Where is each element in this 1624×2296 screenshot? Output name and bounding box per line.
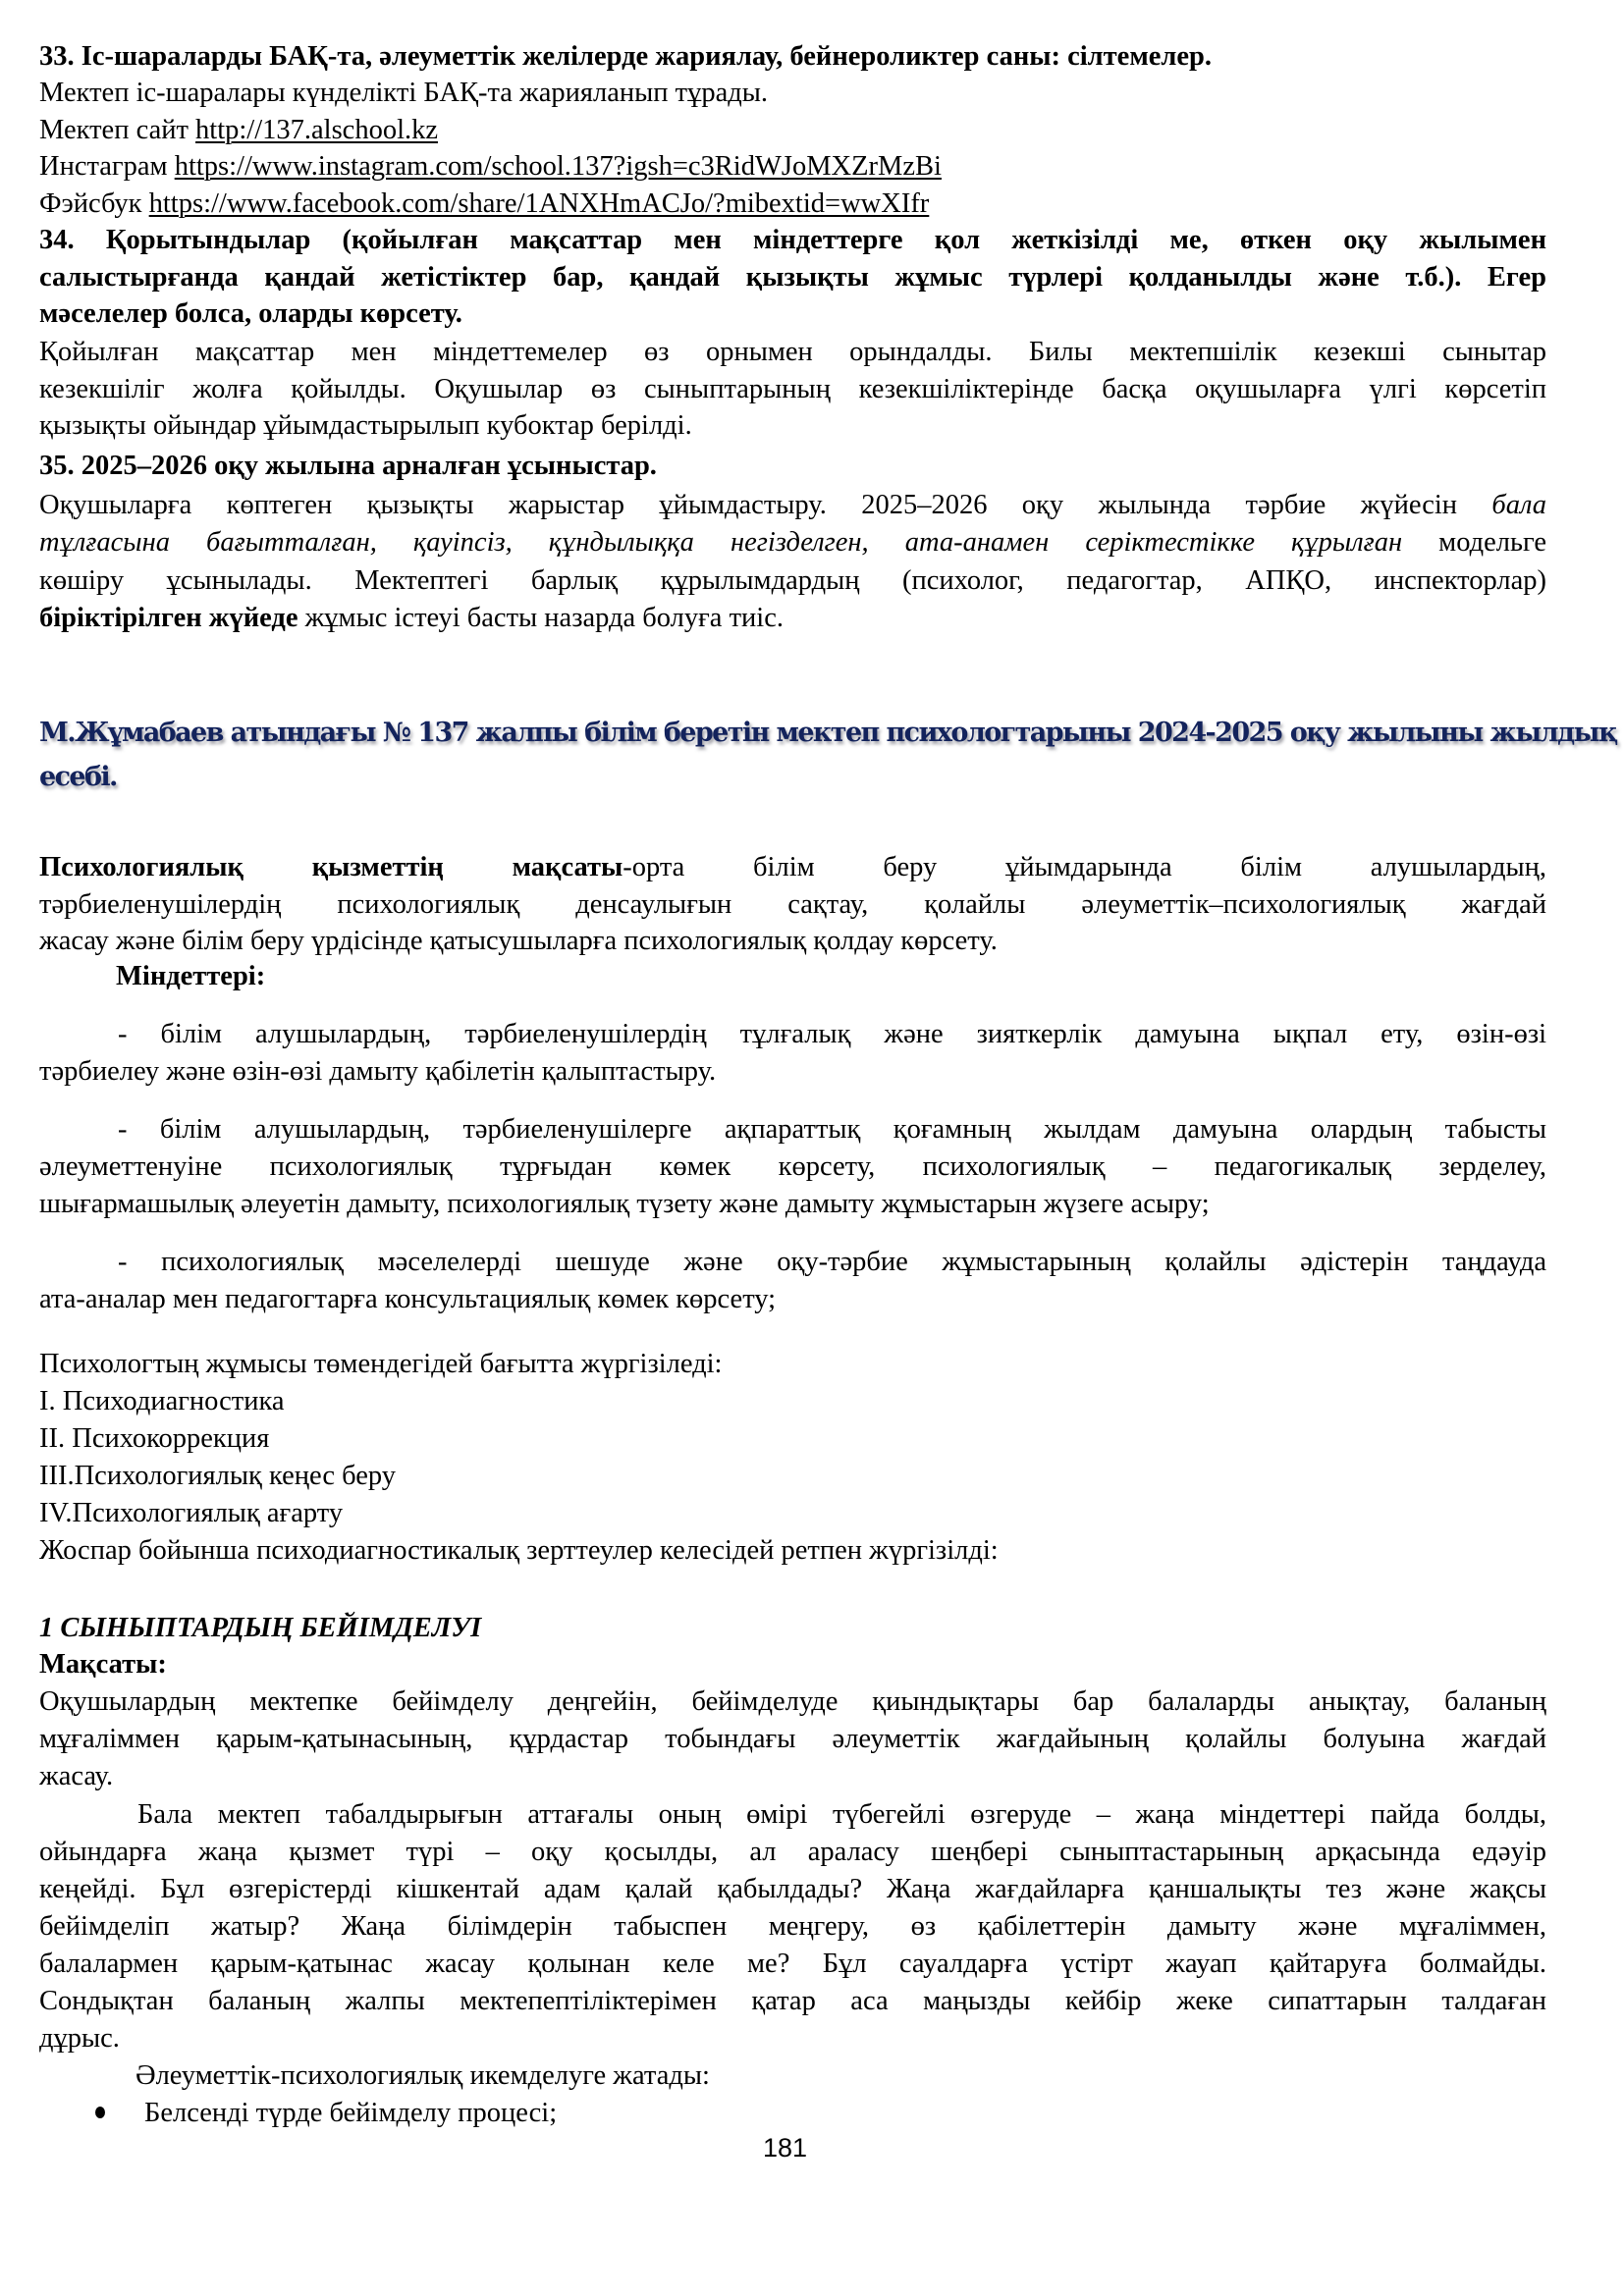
- bold-text: біріктірілген жүйеде: [39, 603, 298, 633]
- paragraph-line: дұрыс.: [39, 2023, 120, 2054]
- task-line: әлеуметтенуіне психологиялық тұрғыдан көмек көрсету, психологиялық – педагогикалық зерделеу,: [39, 1151, 1546, 1182]
- paragraph-line: Бала мектеп табалдырығын аттағалы оның өмірі түбегейлі өзгеруде – жаңа міндеттері пайда болды,: [137, 1799, 1546, 1830]
- facebook-link[interactable]: https://www.facebook.com/share/1ANXHmACJo/?mibextid=wwXIfr: [148, 188, 930, 219]
- bullet-item: Белсенді түрде бейімделу процесі;: [144, 2098, 558, 2128]
- page-number: 181: [763, 2133, 808, 2163]
- task-line: шығармашылық әлеуетін дамыту, психологиялық түзету және дамыту жұмыстарын жүзеге асыру;: [39, 1189, 1210, 1219]
- task-line: - білім алушылардың, тәрбиеленушілердің тұлғалық және зияткерлік дамуына ықпал ету, өзін-өзі: [118, 1019, 1546, 1049]
- paragraph-line: бейімделіп жатыр? Жаңа білімдерін табыспен меңгеру, өз қабілеттерін дамыту және мұғаліммен,: [39, 1911, 1546, 1942]
- goal-label: Мақсаты:: [39, 1649, 167, 1680]
- instagram-line: [39, 153, 1546, 182]
- section-35-line: [39, 529, 1546, 558]
- section-34-heading-line: 34. Қорытындылар (қойылған мақсаттар мен міндеттерге қол жеткізілді ме, өткен оқу жылымен: [39, 225, 1546, 255]
- section-35-line: [39, 492, 1546, 520]
- school-site-line: [39, 117, 1546, 145]
- section-34-body-line: кезекшіліг жолға қойылды. Оқушылар өз сыныптарының кезекшіліктерінде басқа оқушыларға үлгі көрсетіп: [39, 374, 1546, 404]
- section-34-heading-line: мәселелер болса, оларды көрсету.: [39, 298, 462, 329]
- instagram-label: Инстаграм: [39, 151, 175, 182]
- section-34-body-line: Қойылған мақсаттар мен міндеттемелер өз орнымен орындалды. Билы мектепшілік кезекші сынытар: [39, 337, 1546, 367]
- site-label: Мектеп сайт: [39, 115, 196, 145]
- goal-line: жасау.: [39, 1761, 114, 1791]
- tasks-heading: Міндеттері:: [116, 961, 266, 991]
- direction-item: II. Психокоррекция: [39, 1423, 270, 1454]
- task-line: - білім алушылардың, тәрбиеленушілерге ақпараттық қоғамның жылдам дамуына олардың табысты: [118, 1114, 1546, 1145]
- facebook-line: [39, 190, 1546, 219]
- italic-text: бала: [1491, 490, 1546, 520]
- purpose-line: [39, 854, 1546, 882]
- directions-intro: Психологтың жұмысы төмендегідей бағытта жүргізіледі:: [39, 1349, 723, 1379]
- school-site-link[interactable]: http://137.alschool.kz: [195, 115, 439, 145]
- adaptation-heading: 1 СЫНЫПТАРДЫҢ БЕЙІМДЕЛУІ: [39, 1613, 482, 1643]
- paragraph-line: кеңейді. Бұл өзгерістерді кішкентай адам қалай қабылдады? Жаңа жағдайларға қаншалықты тез және жақсы: [39, 1874, 1546, 1904]
- direction-item: I. Психодиагностика: [39, 1386, 285, 1416]
- section-34-heading-line: салыстырғанда қандай жетістіктер бар, қандай қызықты жұмыс түрлері қолданылды және т.б.). Егер: [39, 262, 1546, 293]
- task-line: ата-аналар мен педагогтарға консультациялық көмек көрсету;: [39, 1284, 777, 1314]
- italic-text: тұлғасына бағытталған, қауіпсіз, құндылыққа негізделген, ата-анамен серіктестікке құрылған: [39, 527, 1403, 558]
- goal-line: Оқушылардың мектепке бейімделу деңгейін, бейімделуде қиындықтары бар балаларды анықтау, баланың: [39, 1686, 1546, 1717]
- section-33-text: Мектеп іс-шаралары күнделікті БАҚ-та жарияланып тұрады.: [39, 78, 769, 108]
- instagram-link[interactable]: https://www.instagram.com/school.137?igsh=c3RidWJoMXZrMzBi: [174, 151, 942, 182]
- purpose-line: жасау және білім беру үрдісінде қатысушыларға психологиялық қолдау көрсету.: [39, 926, 998, 956]
- plan-line: Жоспар бойынша психодиагностикалық зерттеулер келесідей ретпен жүргізілді:: [39, 1535, 999, 1566]
- paragraph-line: балалармен қарым-қатынас жасау қолынан келе ме? Бұл сауалдарға үстірт жауап қайтаруға болмайды.: [39, 1949, 1546, 1979]
- section-35-line: [39, 605, 1546, 633]
- text: Оқушыларға көптеген қызықты жарыстар ұйымдастыру. 2025–2026 оқу жылында тәрбие жүйесін: [39, 490, 1492, 520]
- report-title-line: М.Жұмабаев атындағы № 137 жалпы білім беретін мектеп психологтарыны 2024-2025 оқу жылыны жылдық: [39, 718, 1617, 748]
- text: жұмыс істеуі басты назарда болуға тиіс.: [298, 603, 784, 633]
- text: -орта білім беру ұйымдарында білім алушылардың,: [623, 852, 1547, 882]
- task-line: тәрбиелеу және өзін-өзі дамыту қабілетін қалыптастыру.: [39, 1056, 717, 1087]
- purpose-line: тәрбиеленушілердің психологиялық денсаулығын сақтау, қолайлы әлеуметтік–психологиялық жағдай: [39, 889, 1546, 920]
- paragraph-line: Сондықтан баланың жалпы мектепептіліктерімен қатар аса маңызды кейбір жеке сипаттарын талдаған: [39, 1986, 1546, 2016]
- text: модельге: [1402, 527, 1546, 558]
- section-35-line: көшіру ұсынылады. Мектептегі барлық құрылымдардың (психолог, педагогтар, АПҚО, инспекторлар): [39, 565, 1546, 596]
- section-33-heading: 33. Іс-шараларды БАҚ-та, әлеуметтік желілерде жариялау, бейнероликтер саны: сілтемелер.: [39, 41, 1212, 72]
- section-35-heading: 35. 2025–2026 оқу жылына арналған ұсыныстар.: [39, 451, 657, 481]
- paragraph-line: ойындарға жаңа қызмет түрі – оқу қосылды, ал араласу шеңбері сыныптастарының арқасында едәуір: [39, 1837, 1546, 1867]
- section-34-body-line: қызықты ойындар ұйымдастырылып кубоктар берілді.: [39, 410, 692, 441]
- purpose-label: Психологиялық қызметтің мақсаты: [39, 852, 623, 882]
- social-intro: Әлеуметтік-психологиялық икемделуге жатады:: [135, 2060, 710, 2091]
- facebook-label: Фэйсбук: [39, 188, 149, 219]
- direction-item: III.Психологиялық кеңес беру: [39, 1461, 397, 1491]
- bullet-icon: [95, 2107, 105, 2118]
- task-line: - психологиялық мәселелерді шешуде және оқу-тәрбие жұмыстарының қолайлы әдістерін таңдауда: [118, 1247, 1546, 1277]
- goal-line: мұғаліммен қарым-қатынасының, құрдастар тобындағы әлеуметтік жағдайының қолайлы болуына жағдай: [39, 1724, 1546, 1754]
- direction-item: IV.Психологиялық ағарту: [39, 1498, 344, 1528]
- report-title-line: есебі.: [39, 762, 117, 792]
